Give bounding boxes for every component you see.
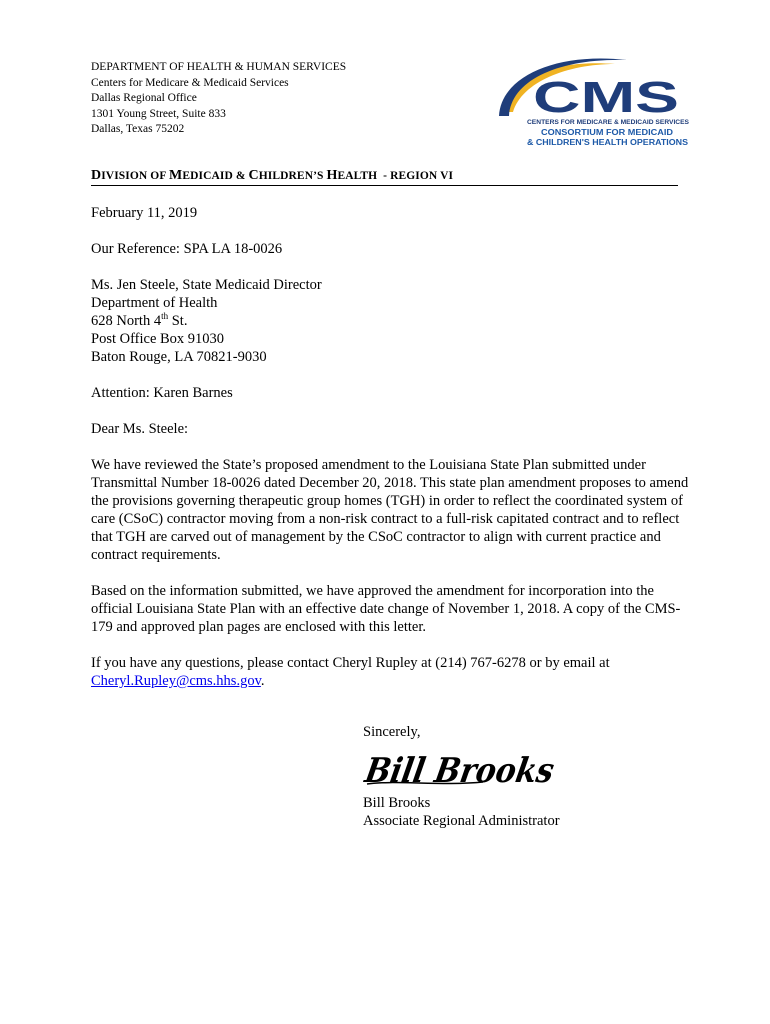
division-text-d: IVISION OF bbox=[101, 170, 169, 182]
recipient-line4: Post Office Box 91030 bbox=[91, 331, 225, 347]
division-cap-m: M bbox=[169, 168, 183, 183]
division-heading bbox=[91, 168, 678, 186]
signer-title: Associate Regional Administrator bbox=[363, 813, 560, 829]
letterhead-street: 1301 Young Street, Suite 833 bbox=[91, 107, 226, 120]
letterhead-city: Dallas, Texas 75202 bbox=[91, 123, 185, 135]
letter-salutation: Dear Ms. Steele: bbox=[91, 421, 189, 437]
cms-logo bbox=[497, 54, 692, 149]
division-cap-h: H bbox=[326, 168, 338, 183]
logo-line1: CENTERS FOR MEDICARE & MEDICAID SERVICES bbox=[527, 119, 689, 126]
signature-text: Bill Brooks bbox=[362, 751, 583, 791]
paragraph-3-period: . bbox=[260, 673, 265, 689]
recipient-line5: Baton Rouge, LA 70821-9030 bbox=[91, 349, 267, 365]
letter-reference: Our Reference: SPA LA 18-0026 bbox=[91, 241, 283, 257]
letterhead-office: Dallas Regional Office bbox=[91, 92, 197, 104]
recipient-address bbox=[91, 276, 691, 366]
division-text-h: EALTH bbox=[337, 170, 378, 182]
logo-line2: CONSORTIUM FOR MEDICAID bbox=[541, 128, 674, 137]
letter-date: February 11, 2019 bbox=[91, 205, 198, 221]
letterhead-centers: Centers for Medicare & Medicaid Services bbox=[91, 76, 289, 89]
recipient-line3 bbox=[91, 312, 691, 330]
letter-paragraph-1: We have reviewed the State’s proposed amendment to the Louisiana State Plan submitted under Transmittal Number 18-0026 dated December 20, 2018. This state plan amendment proposes to amend the provisions governing therapeutic group homes (TGH) in order to reflect the coordinated system of care (CSoC) contractor moving from a non-risk contract to a full-risk capitated contract and to reflect that TGH are carved out of management by the CSoC contractor to align with current practice and contract requirements. bbox=[91, 457, 689, 563]
letter-paragraph-2: Based on the information submitted, we have approved the amendment for incorporation into the official Louisiana State Plan with an effective date change of November 1, 2018. A copy of the CMS-179 and approved plan pages are enclosed with this letter. bbox=[91, 583, 681, 635]
email-link[interactable]: Cheryl.Rupley@cms.hhs.gov bbox=[91, 673, 261, 689]
division-text-m: EDICAID & bbox=[182, 170, 249, 182]
letter-paragraph-3 bbox=[91, 654, 691, 690]
signer-name: Bill Brooks bbox=[363, 795, 431, 811]
division-text-c: HILDREN’S bbox=[258, 170, 327, 182]
letter-body bbox=[91, 204, 691, 708]
recipient-line2: Department of Health bbox=[91, 295, 218, 311]
letter-closing: Sincerely, bbox=[363, 724, 421, 740]
recipient-line3-pre: 628 North 4 bbox=[91, 313, 162, 329]
recipient-line3-post: St. bbox=[168, 313, 188, 329]
logo-wordmark: CMS bbox=[533, 73, 679, 122]
letter-attention: Attention: Karen Barnes bbox=[91, 385, 233, 401]
letterhead-dept: DEPARTMENT OF HEALTH & HUMAN SERVICES bbox=[91, 61, 347, 73]
recipient-line3-sup: th bbox=[161, 311, 169, 322]
signature bbox=[362, 740, 583, 798]
recipient-line1: Ms. Jen Steele, State Medicaid Director bbox=[91, 277, 322, 293]
paragraph-3-text: If you have any questions, please contact Cheryl Rupley at (214) 767-6278 or by email at bbox=[91, 655, 610, 671]
division-cap-d: D bbox=[91, 168, 102, 183]
letterhead-address bbox=[91, 60, 346, 138]
division-region: - REGION VI bbox=[383, 170, 454, 182]
signer-block bbox=[363, 794, 560, 830]
division-cap-c: C bbox=[248, 168, 259, 183]
logo-line3: & CHILDREN'S HEALTH OPERATIONS bbox=[527, 138, 689, 147]
